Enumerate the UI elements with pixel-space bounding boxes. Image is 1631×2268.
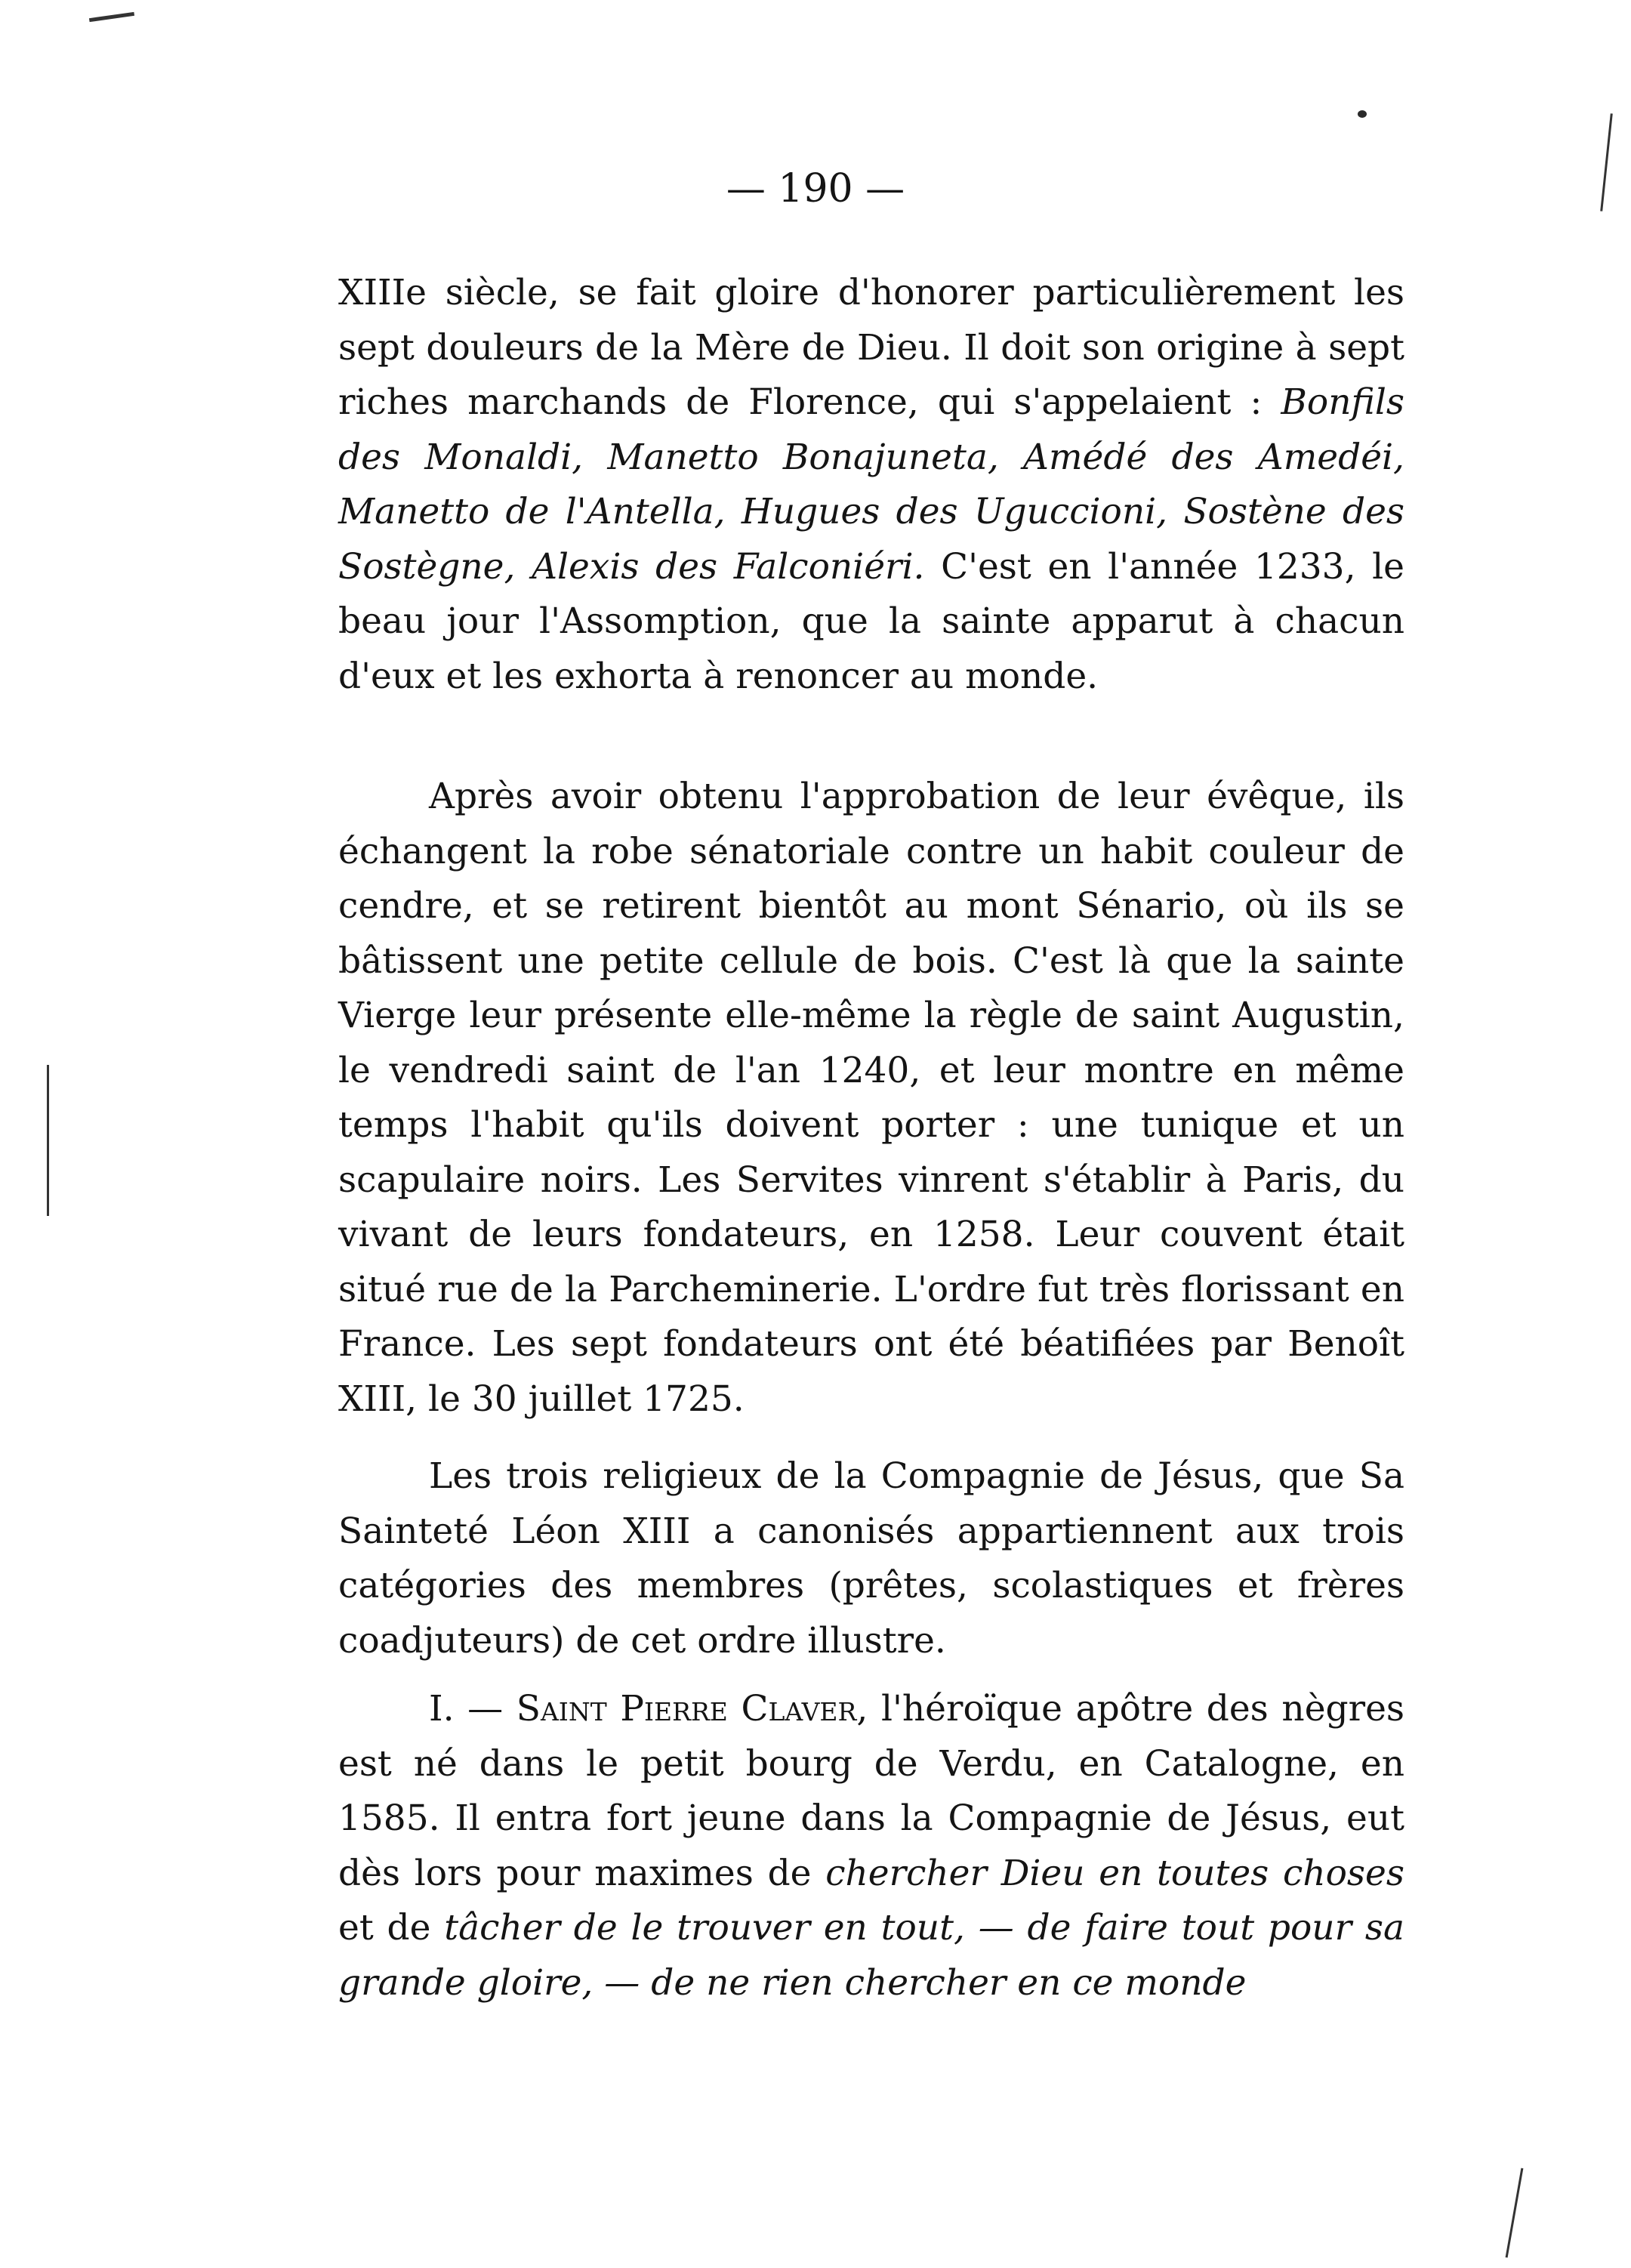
paragraph-1 (338, 266, 1404, 704)
paragraph-4-span-1: I. — (429, 1688, 516, 1730)
paragraph-4-span-3: l'héroïque apôtre des nègres est né dans le petit bourg de Verdu, en Catalogne, en 1585. Il entra fort jeune dans la Compagnie de Jésus, eut dès lors pour maximes de (338, 1688, 1405, 1894)
paragraph-4-heading-name: Saint Pierre Claver, (516, 1688, 868, 1730)
paragraph-4-span-5: et de (338, 1907, 445, 1949)
scan-mark (89, 12, 134, 22)
paragraph-4 (338, 1682, 1404, 2010)
paragraph-1-span-1: XIIIe siècle, se fait gloire d'honorer particulièrement les sept douleurs de la Mère de Dieu. Il doit son origine à sept riches marchands de Florence, qui s'appelaient : (338, 272, 1404, 423)
paragraph-3 (338, 1449, 1404, 1668)
page-number: — 190 — (726, 166, 905, 211)
paragraph-3-span-1: Les trois religieux de la Compagnie de Jésus, que Sa Sainteté Léon XIII a canonisés appartiennent aux trois catégories des membres (prêtes, scolastiques et frères coadjuteurs) de cet ordre illustre. (338, 1455, 1404, 1662)
scan-speck (1358, 110, 1367, 118)
scan-mark (47, 1065, 49, 1216)
paragraph-4-span-4: chercher Dieu en toutes choses (825, 1852, 1404, 1894)
paragraph-1-span-2: Bonfils des Monaldi, Manetto Bonajuneta, Amédé des Amedéi, Manetto de l'Antella, Hugues des Uguccioni, Sostène des Sostègne, Alexis des Falconiéri. (338, 381, 1404, 588)
paragraph-2 (338, 770, 1404, 1427)
scan-mark (1506, 2168, 1524, 2258)
paragraph-1-span-3: C'est en l'année 1233, le beau jour l'Assomption, que la sainte apparut à chacun d'eux et les exhorta à renoncer au monde. (338, 545, 1404, 697)
paragraph-2-span-1: Après avoir obtenu l'approbation de leur évêque, ils échangent la robe sénatoriale contre un habit couleur de cendre, et se retirent bientôt au mont Sénario, où ils se bâtissent une petite cellule de bois. C'est là que la sainte Vierge leur présente elle-même la règle de saint Augustin, le vendredi saint de l'an 1240, et leur montre en même temps l'habit qu'ils doivent porter : une tunique et un scapulaire noirs. Les Servites vinrent s'établir à Paris, du vivant de leurs fondateurs, en 1258. Leur couvent était situé rue de la Parcheminerie. L'ordre fut très florissant en France. Les sept fondateurs ont été béatifiées par Benoît XIII, le 30 juillet 1725. (338, 776, 1404, 1420)
paragraph-4-span-6: tâcher de le trouver en tout, — de faire tout pour sa grande gloire, — de ne rien chercher en ce monde (338, 1907, 1404, 2004)
